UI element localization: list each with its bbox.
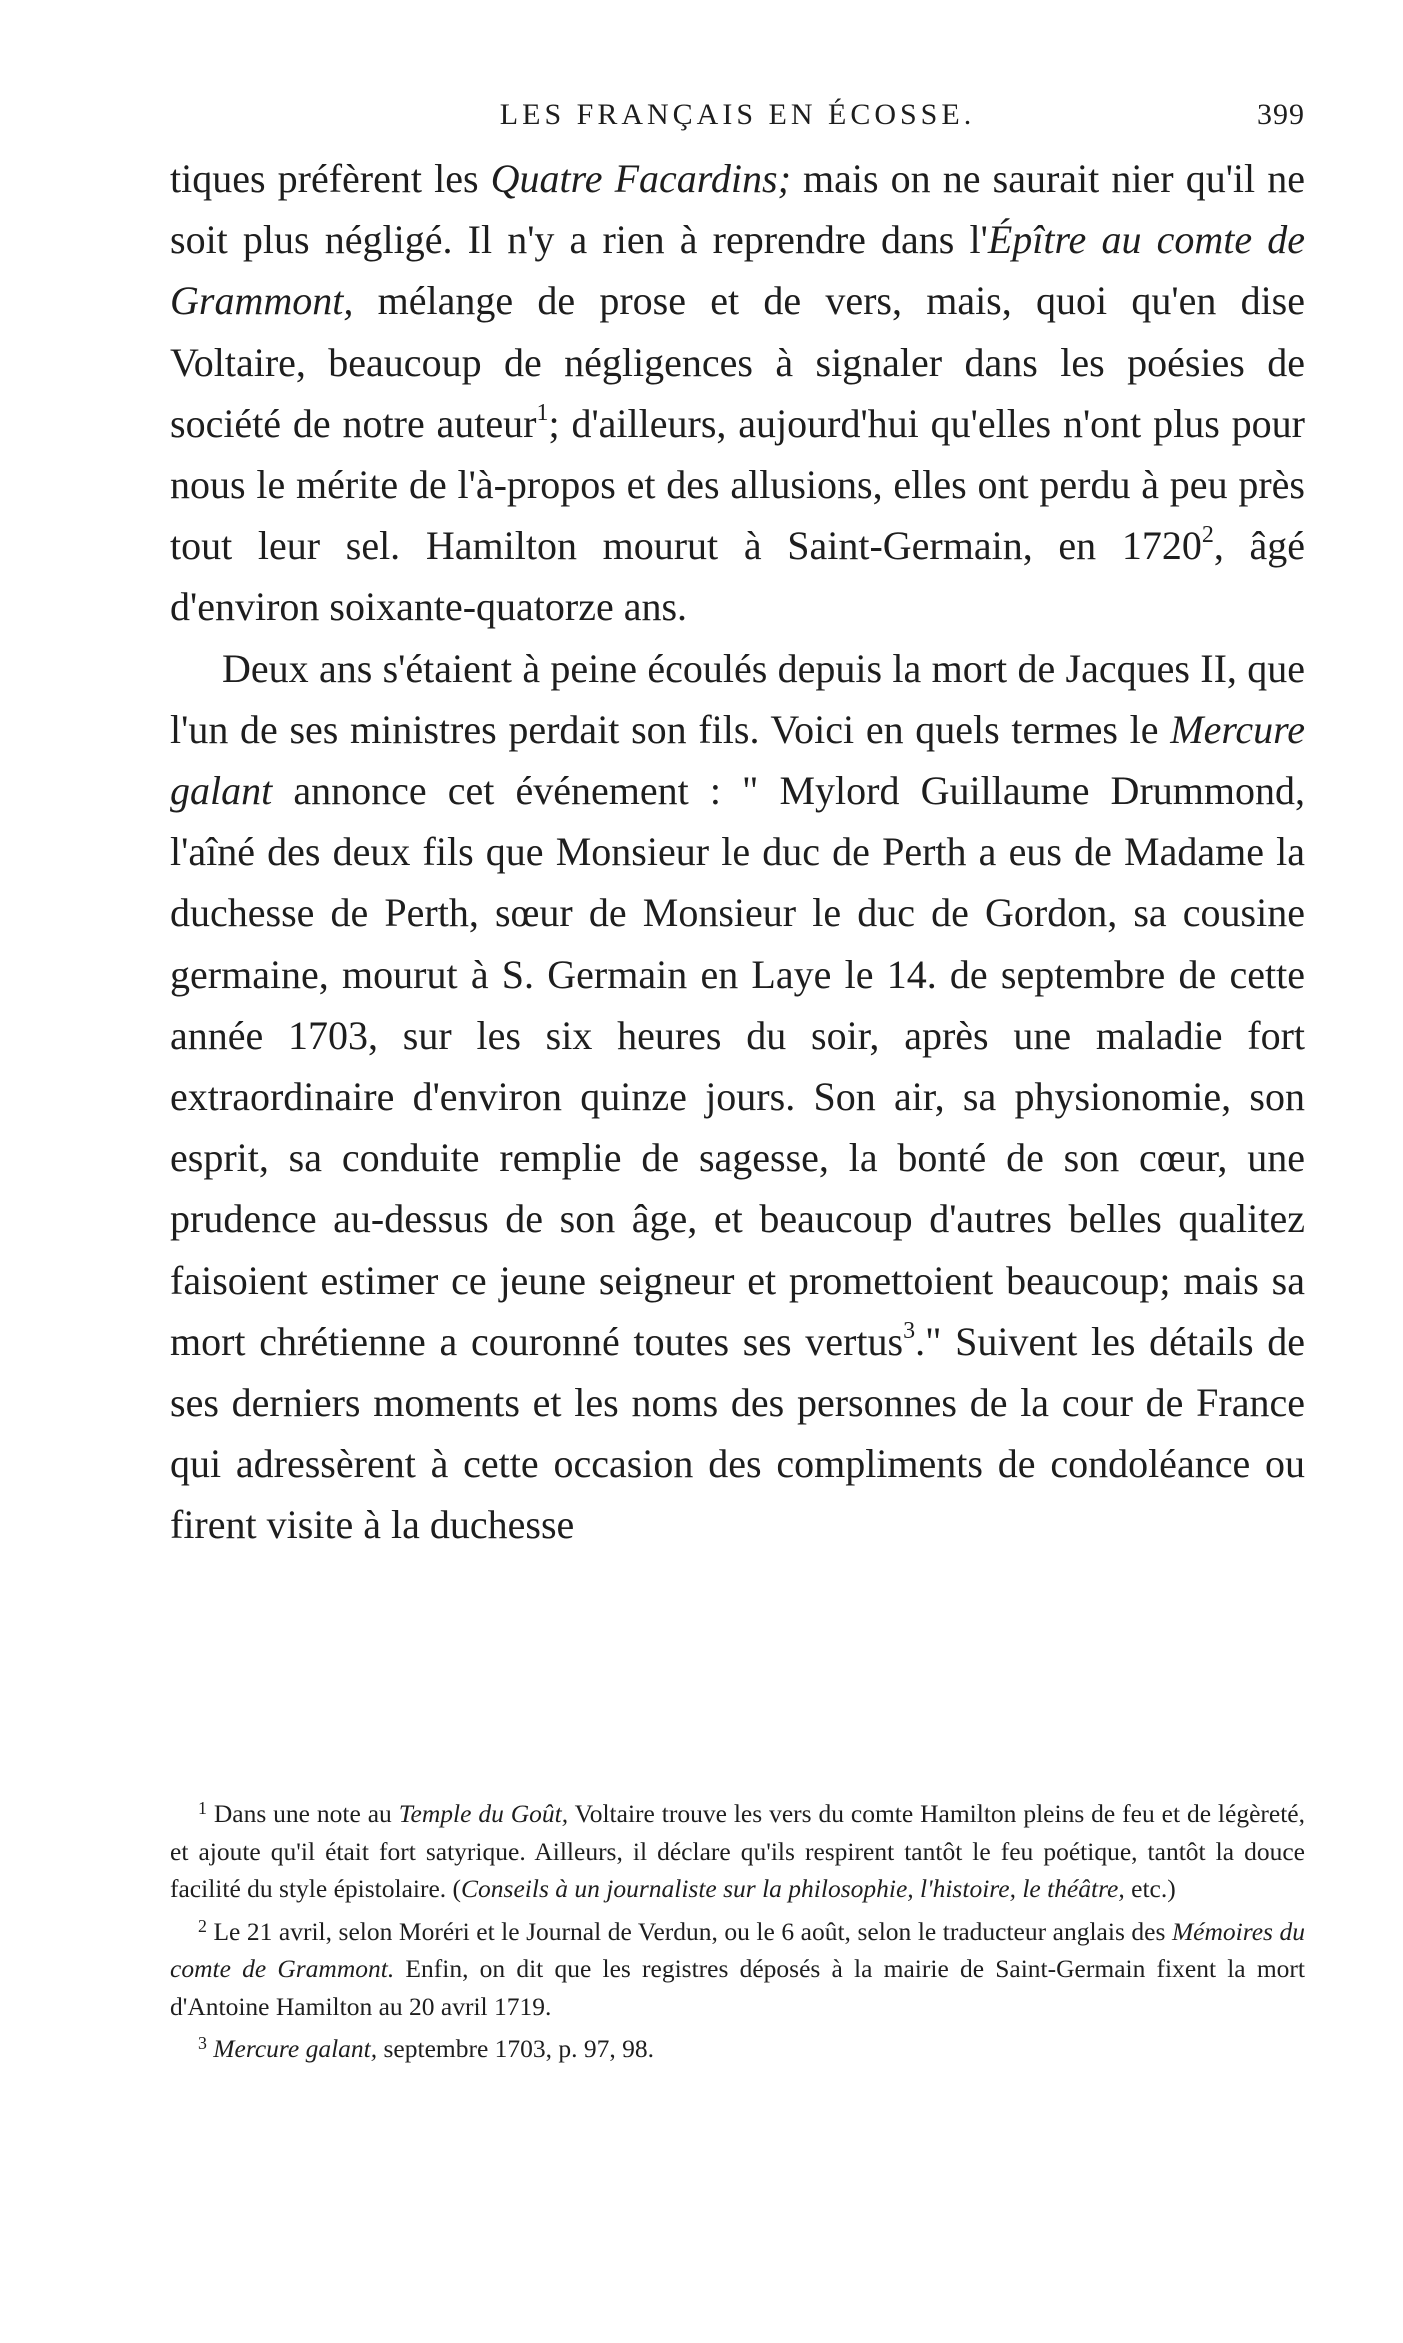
footnote-title: Mémoires du comte de Grammont. — [170, 1916, 1305, 1984]
title-quatre-facardins: Quatre Facardins; — [490, 156, 791, 201]
footnotes — [170, 1790, 1305, 2068]
footnote-text: Le 21 avril, selon Moréri et le Journal de Verdun, ou le 6 août, selon le traducteur anglais des — [213, 1916, 1172, 1946]
page — [170, 88, 1305, 1556]
paragraph-2-text: Deux ans s'étaient à peine écoulés depuis la mort de Jacques II, que l'un de ses ministres perdait son fils. Voici en quels termes le — [170, 645, 1305, 752]
paragraph-2 — [170, 638, 1305, 1556]
footnote-marker: 1 — [198, 1798, 207, 1818]
footnote-text: etc.) — [1124, 1874, 1176, 1904]
footnote-ref-1: 1 — [536, 400, 549, 427]
paragraph-2-text: ." Suivent les détails de ses derniers moments et les noms des personnes de la cour de France qui adressèrent à cette occasion des compliments de condoléance ou firent visite à la duchesse — [170, 1318, 1305, 1548]
running-title: LES FRANÇAIS EN ÉCOSSE. — [499, 98, 976, 131]
footnote-2 — [170, 1908, 1305, 2026]
page-number: 399 — [1257, 98, 1305, 131]
footnote-title: Conseils à un journaliste sur la philosophie, l'histoire, le théâtre, — [461, 1874, 1125, 1904]
paragraph-1-text: tiques préfèrent les — [170, 156, 491, 201]
footnote-text: Dans une note au — [213, 1799, 399, 1829]
paragraph-1 — [170, 148, 1305, 638]
paragraph-2-text: annonce cet événement : " Mylord Guillaume Drummond, l'aîné des deux fils que Monsieur le duc de Perth a eus de Madame la duchesse de Perth, sœur de Monsieur le duc de Gordon, sa cousine germaine, mourut à S. Germain en Laye le 14. de septembre de cette année 1703, sur les six heures du soir, après une maladie fort extraordinaire d'environ quinze jours. Son air, sa physionomie, son esprit, sa conduite remplie de sagesse, la bonté de son cœur, une prudence au-dessus de son âge, et beaucoup d'autres belles qualitez faisoient estimer ce jeune seigneur et promettoient beaucoup; mais sa mort chrétienne a couronné toutes ses vertus — [170, 768, 1305, 1364]
footnote-ref-3: 3 — [903, 1318, 916, 1345]
footnote-text: Enfin, on dit que les registres déposés à la mairie de Saint-Germain fixent la mort d'Antoine Hamilton au 20 avril 1719. — [170, 1954, 1305, 2021]
footnote-title: Temple du Goût, — [398, 1799, 569, 1829]
footnote-text: Voltaire trouve les vers du comte Hamilton pleins de feu et de légèreté, et ajoute qu'il était fort satyrique. Ailleurs, il déclare qu'ils respirent tantôt le feu poétique, tantôt la douce facilité du style épistolaire. ( — [170, 1799, 1305, 1904]
paragraph-1-text: , âgé d'environ soixante-quatorze ans. — [170, 523, 1306, 630]
footnote-3 — [170, 2025, 1305, 2068]
title-epitre-grammont: Épître au comte de Grammont, — [170, 217, 1305, 324]
footnote-marker: 2 — [198, 1915, 207, 1936]
footnote-1 — [170, 1790, 1305, 1908]
paragraph-1-text: mais on ne saurait nier qu'il ne soit plus négligé. Il n'y a rien à reprendre dans l' — [170, 156, 1306, 263]
footnote-title: Mercure galant, — [213, 2034, 378, 2064]
paragraph-1-text: ; d'ailleurs, aujourd'hui qu'elles n'ont plus pour nous le mérite de l'à-propos et des allusions, elles ont perdu à peu près tout leur sel. Hamilton mourut à Saint-Germain, en 1720 — [170, 400, 1306, 569]
footnote-marker: 3 — [198, 2033, 207, 2054]
paragraph-1-text: mélange de prose et de vers, mais, quoi qu'en dise Voltaire, beaucoup de négligences à signaler dans les poésies de société de notre auteur — [170, 278, 1305, 446]
title-mercure-galant: Mercure galant — [170, 706, 1305, 814]
footnote-text: septembre 1703, p. 97, 98. — [377, 2034, 655, 2064]
running-head — [170, 88, 1305, 148]
footnote-ref-2: 2 — [1201, 522, 1214, 549]
body-text — [170, 148, 1305, 1556]
